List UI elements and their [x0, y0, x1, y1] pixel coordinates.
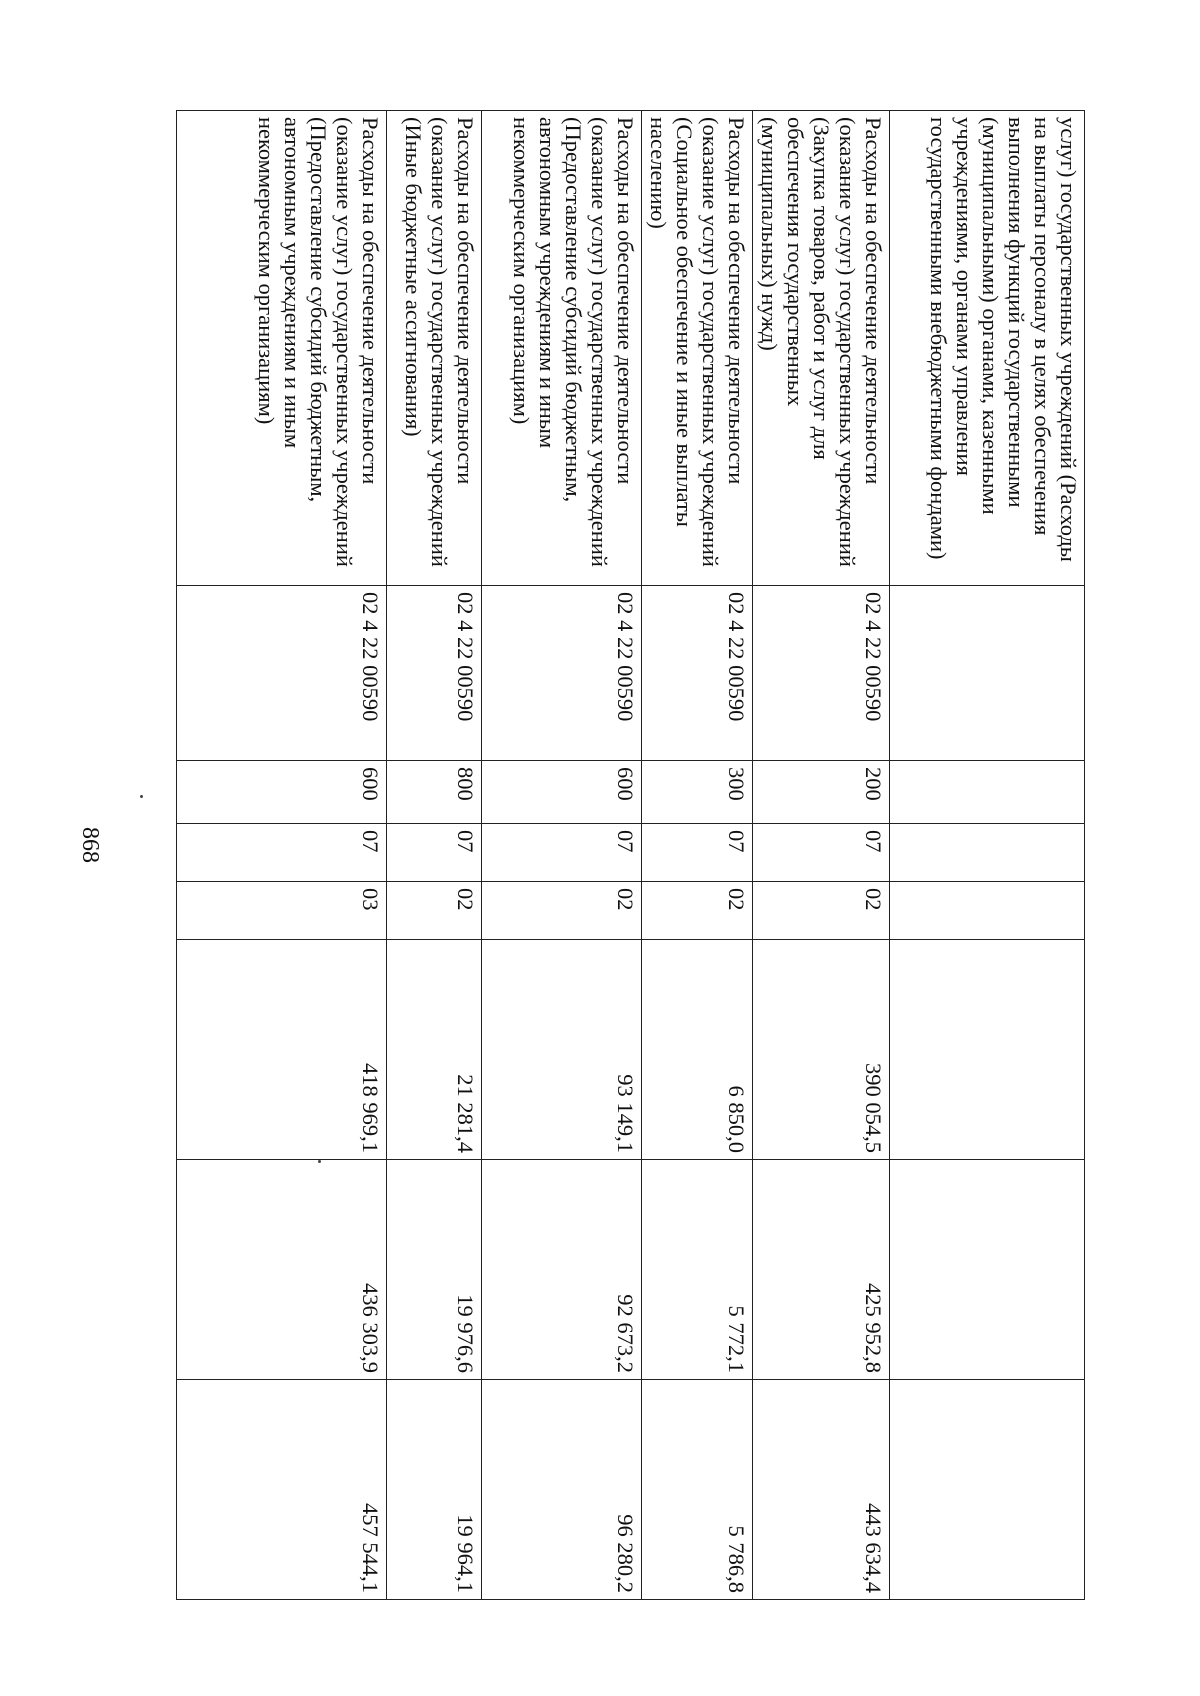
- section-code: 07: [177, 824, 387, 882]
- subsection-code: 02: [642, 882, 753, 940]
- table-row: [753, 111, 890, 1600]
- table-row: [642, 111, 753, 1600]
- budget-table: [176, 110, 1085, 1600]
- amount-col-2: 19 976,6: [387, 1160, 482, 1380]
- amount-col-1: 418 969,1: [177, 940, 387, 1160]
- section-code: 07: [753, 824, 890, 882]
- subsection-code: 02: [387, 882, 482, 940]
- row-description: услуг) государственных учреждений (Расходы на выплаты персоналу в целях обеспечения выполнения функций государственными (муниципальными) органами, казенными учреждениями, органами управления государственными внебюджетными фондами): [890, 111, 1085, 586]
- target-article-code: 02 4 22 00590: [177, 586, 387, 761]
- amount-col-2: [890, 1160, 1085, 1380]
- amount-col-3: 5 786,8: [642, 1380, 753, 1600]
- amount-col-1: [890, 940, 1085, 1160]
- table-row: [387, 111, 482, 1600]
- expense-type-code: [890, 761, 1085, 824]
- rotated-page-content: [205, 110, 1085, 1600]
- table-container: [205, 110, 1085, 1600]
- table-row: [890, 111, 1085, 1600]
- row-description: Расходы на обеспечение деятельности (оказание услуг) государственных учреждений (Социальное обеспечение и иные выплаты населению): [642, 111, 753, 586]
- target-article-code: 02 4 22 00590: [642, 586, 753, 761]
- section-code: 07: [482, 824, 642, 882]
- amount-col-1: 21 281,4: [387, 940, 482, 1160]
- scan-speck: [140, 795, 143, 798]
- table-row: [177, 111, 387, 1600]
- amount-col-2: 5 772,1: [642, 1160, 753, 1380]
- subsection-code: [890, 882, 1085, 940]
- row-description: Расходы на обеспечение деятельности (оказание услуг) государственных учреждений (Закупка товаров, работ и услуг для обеспечения государственных (муниципальных) нужд): [753, 111, 890, 586]
- row-description: Расходы на обеспечение деятельности (оказание услуг) государственных учреждений (Предоставление субсидий бюджетным, автономным учреждениям и иным некоммерческим организациям): [482, 111, 642, 586]
- table-row: [482, 111, 642, 1600]
- page-number: 868: [77, 827, 103, 863]
- scan-speck: [318, 1160, 321, 1163]
- expense-type-code: 300: [642, 761, 753, 824]
- amount-col-3: 443 634,4: [753, 1380, 890, 1600]
- amount-col-3: 457 544,1: [177, 1380, 387, 1600]
- subsection-code: 02: [482, 882, 642, 940]
- row-description: Расходы на обеспечение деятельности (оказание услуг) государственных учреждений (Предоставление субсидий бюджетным, автономным учреждениям и иным некоммерческим организациям): [177, 111, 387, 586]
- target-article-code: 02 4 22 00590: [753, 586, 890, 761]
- amount-col-1: 390 054,5: [753, 940, 890, 1160]
- amount-col-1: 6 850,0: [642, 940, 753, 1160]
- amount-col-1: 93 149,1: [482, 940, 642, 1160]
- expense-type-code: 600: [482, 761, 642, 824]
- amount-col-2: 436 303,9: [177, 1160, 387, 1380]
- target-article-code: 02 4 22 00590: [482, 586, 642, 761]
- section-code: 07: [642, 824, 753, 882]
- row-description: Расходы на обеспечение деятельности (оказание услуг) государственных учреждений (Иные бюджетные ассигнования): [387, 111, 482, 586]
- amount-col-2: 425 952,8: [753, 1160, 890, 1380]
- expense-type-code: 800: [387, 761, 482, 824]
- subsection-code: 02: [753, 882, 890, 940]
- amount-col-2: 92 673,2: [482, 1160, 642, 1380]
- section-code: 07: [387, 824, 482, 882]
- subsection-code: 03: [177, 882, 387, 940]
- target-article-code: [890, 586, 1085, 761]
- amount-col-3: [890, 1380, 1085, 1600]
- expense-type-code: 600: [177, 761, 387, 824]
- amount-col-3: 96 280,2: [482, 1380, 642, 1600]
- amount-col-3: 19 964,1: [387, 1380, 482, 1600]
- section-code: [890, 824, 1085, 882]
- expense-type-code: 200: [753, 761, 890, 824]
- target-article-code: 02 4 22 00590: [387, 586, 482, 761]
